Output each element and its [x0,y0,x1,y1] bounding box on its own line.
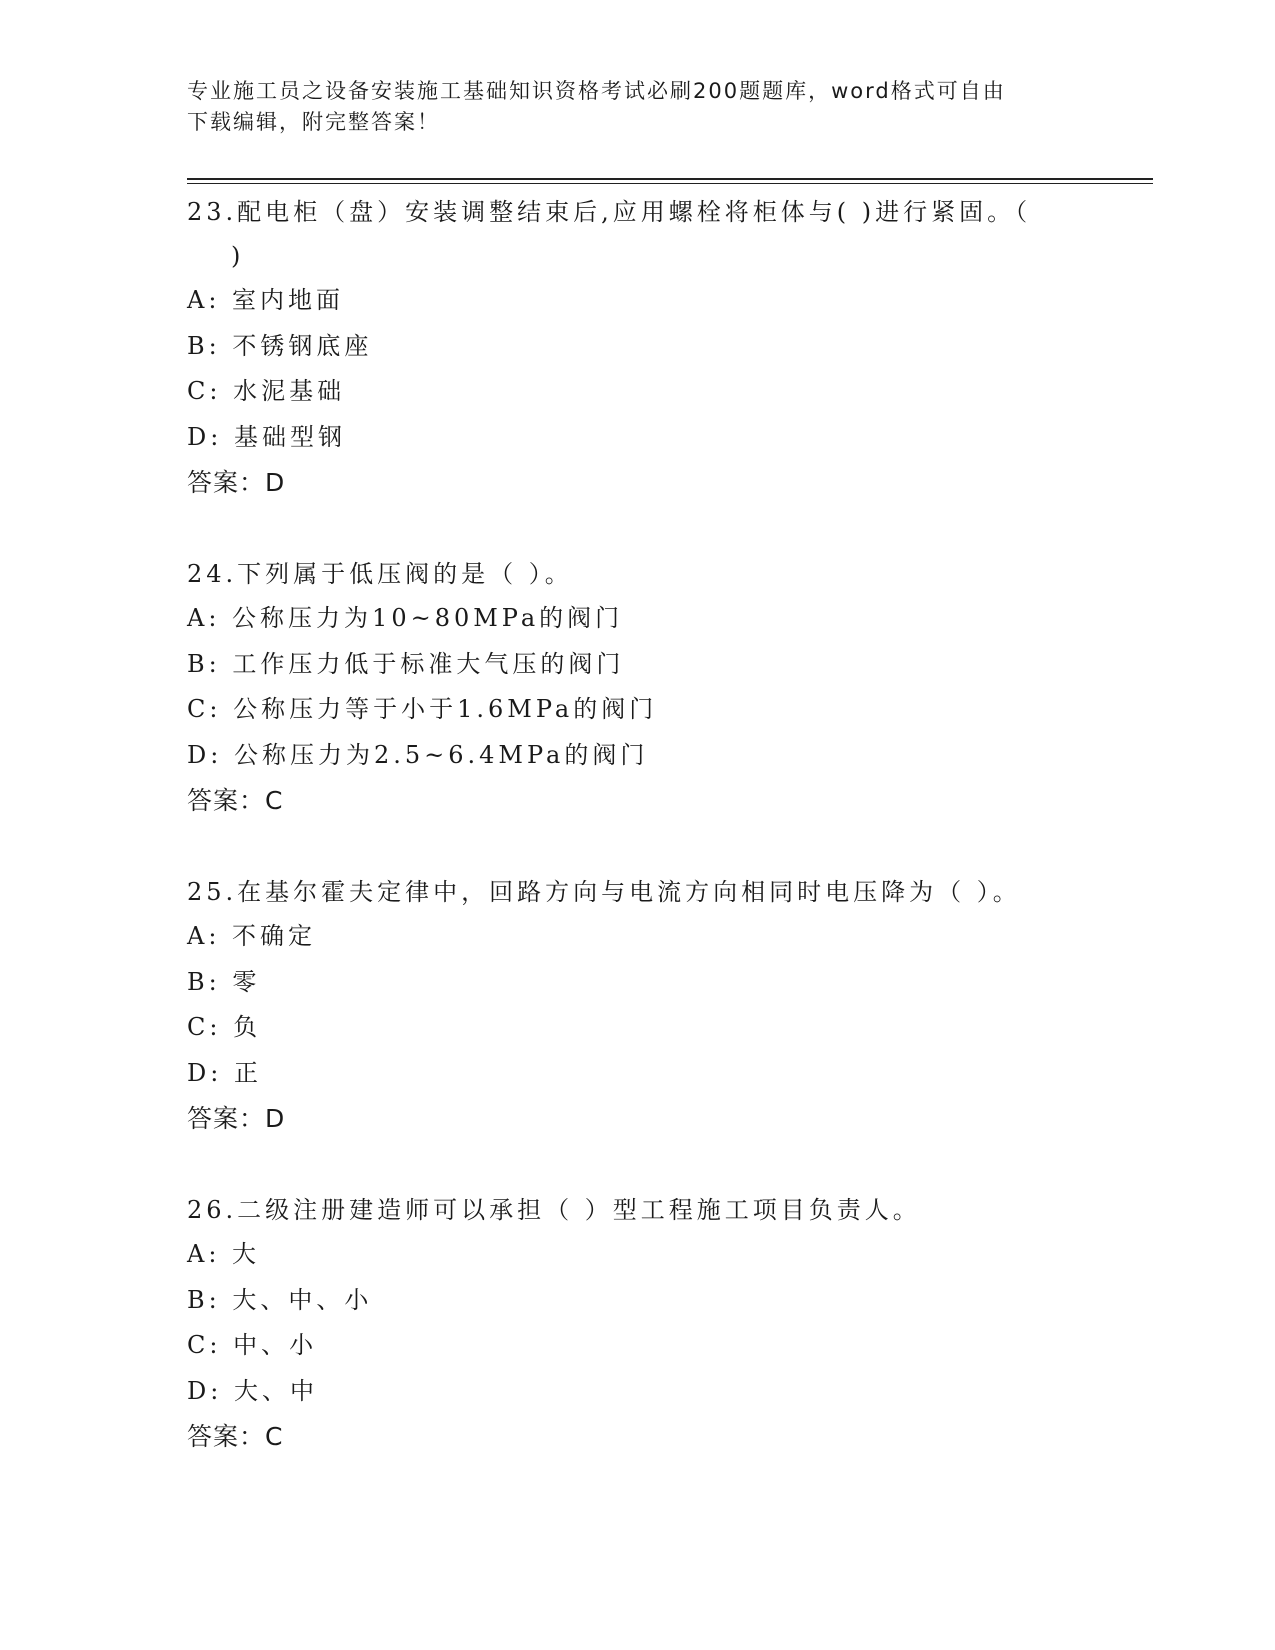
header-line-1: 专业施工员之设备安装施工基础知识资格考试必刷200题题库，word格式可自由 [187,79,1006,103]
option-c: C: 水泥基础 [187,377,346,405]
option-a: A: 公称压力为10~80MPa的阀门 [187,604,624,632]
question-list [187,190,1087,1506]
answer: 答案：C [187,1422,284,1451]
option-d: D: 基础型钢 [187,422,346,451]
document-header [187,76,1087,138]
option-b: B: 零 [187,967,261,996]
question-24 [187,552,1087,824]
question-text: 24.下列属于低压阀的是（ ）。 [187,560,573,588]
option-a: A: 大 [187,1240,261,1268]
question-25 [187,870,1087,1142]
question-text-line: 23.配电柜（盘）安装调整结束后,应用螺栓将柜体与( )进行紧固。（ [187,198,1032,226]
question-text-continuation: ) [231,242,245,270]
header-divider-thick [187,178,1153,180]
answer: 答案：C [187,786,284,815]
option-d: D: 大、中 [187,1376,318,1405]
option-c: C: 公称压力等于小于1.6MPa的阀门 [187,695,658,723]
option-a: A: 室内地面 [187,286,345,314]
option-b: B: 工作压力低于标准大气压的阀门 [187,649,625,678]
header-divider-thin [187,183,1153,184]
option-b: B: 不锈钢底座 [187,331,373,360]
answer: 答案：D [187,1104,286,1133]
question-23 [187,190,1087,506]
answer: 答案：D [187,468,286,497]
option-d: D: 正 [187,1058,262,1087]
option-c: C: 负 [187,1013,262,1041]
option-b: B: 大、中、小 [187,1285,373,1314]
option-d: D: 公称压力为2.5~6.4MPa的阀门 [187,740,649,769]
question-text [187,190,1087,278]
option-c: C: 中、小 [187,1331,318,1359]
question-text: 25.在基尔霍夫定律中，回路方向与电流方向相同时电压降为（ ）。 [187,878,1021,906]
header-line-2: 下载编辑，附完整答案！ [187,110,440,134]
question-text: 26.二级注册建造师可以承担（ ）型工程施工项目负责人。 [187,1196,921,1224]
question-26 [187,1188,1087,1460]
option-a: A: 不确定 [187,922,317,950]
